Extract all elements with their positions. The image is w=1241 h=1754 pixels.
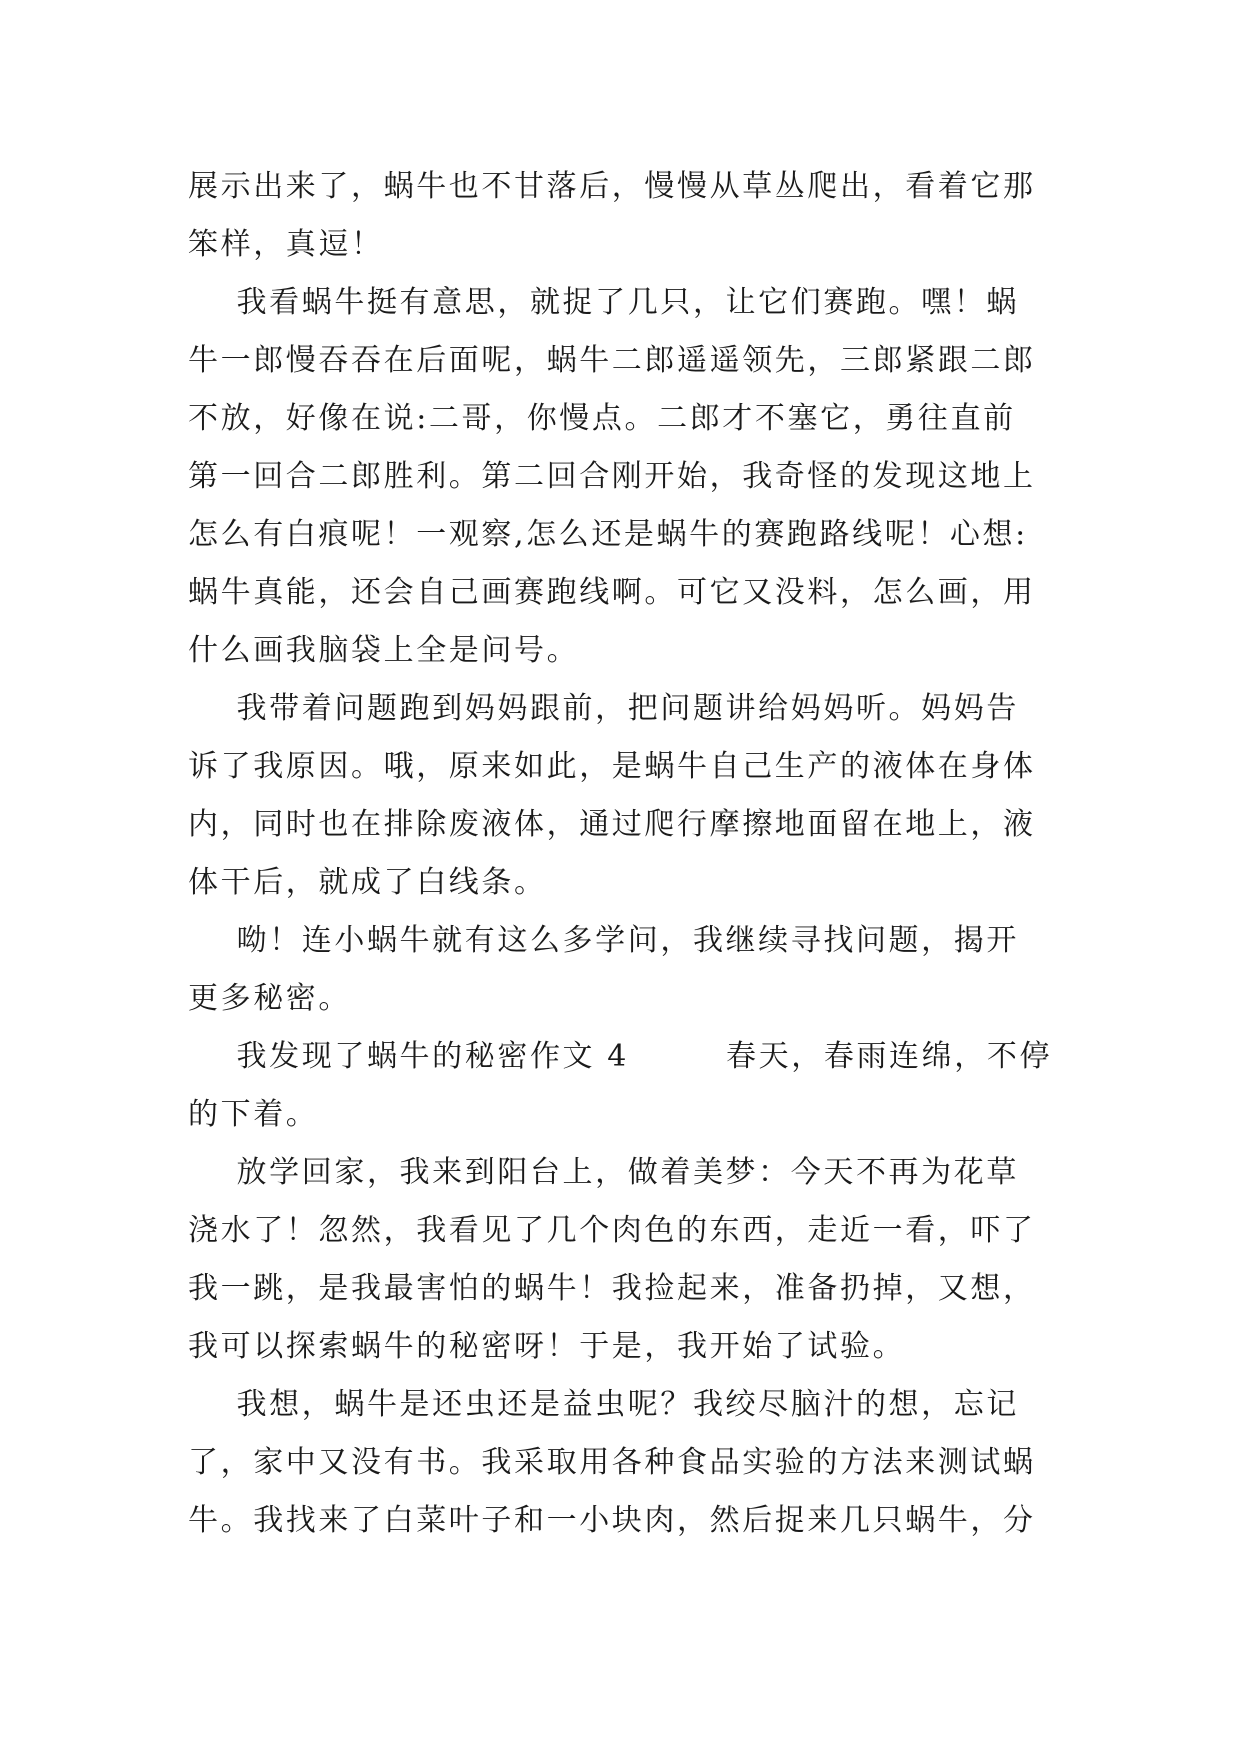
text-line: 了，家中又没有书。我采取用各种食品实验的方法来测试蜗 [188, 1445, 1036, 1480]
text-line: 更多秘密。 [188, 981, 351, 1016]
text-line: 浇水了！忽然，我看见了几个肉色的东西，走近一看，吓了 [188, 1213, 1036, 1248]
body-text [188, 158, 1068, 1550]
text-line: 我发现了蜗牛的秘密作文 4 春天，春雨连绵，不停 [188, 1039, 1053, 1074]
text-line: 我想，蜗牛是还虫还是益虫呢？我绞尽脑汁的想，忘记 [188, 1387, 1019, 1422]
text-line: 怎么有白痕呢！一观察,怎么还是蜗牛的赛跑路线呢！心想: [188, 517, 1028, 552]
text-line: 笨样，真逗！ [188, 227, 384, 262]
text-line: 放学回家，我来到阳台上，做着美梦：今天不再为花草 [188, 1155, 1019, 1190]
text-line: 我可以探索蜗牛的秘密呀！于是，我开始了试验。 [188, 1329, 906, 1364]
text-line: 诉了我原因。哦，原来如此，是蜗牛自己生产的液体在身体 [188, 749, 1036, 784]
text-line: 我一跳，是我最害怕的蜗牛！我捡起来，准备扔掉，又想， [188, 1271, 1036, 1306]
text-line: 我带着问题跑到妈妈跟前，把问题讲给妈妈听。妈妈告 [188, 691, 1019, 726]
text-line: 蜗牛真能，还会自己画赛跑线啊。可它又没料，怎么画，用 [188, 575, 1036, 610]
text-line: 内，同时也在排除废液体，通过爬行摩擦地面留在地上，液 [188, 807, 1036, 842]
text-line: 我看蜗牛挺有意思，就捉了几只，让它们赛跑。嘿！蜗 [188, 285, 1019, 320]
text-line: 展示出来了，蜗牛也不甘落后，慢慢从草丛爬出，看着它那 [188, 169, 1036, 204]
text-line: 第一回合二郎胜利。第二回合刚开始，我奇怪的发现这地上 [188, 459, 1036, 494]
text-line: 不放，好像在说:二哥，你慢点。二郎才不塞它，勇往直前 [188, 401, 1016, 436]
text-line: 的下着。 [188, 1097, 319, 1132]
text-line: 牛。我找来了白菜叶子和一小块肉，然后捉来几只蜗牛，分 [188, 1503, 1036, 1538]
text-line: 牛一郎慢吞吞在后面呢，蜗牛二郎遥遥领先，三郎紧跟二郎 [188, 343, 1036, 378]
text-line: 体干后，就成了白线条。 [188, 865, 547, 900]
text-line: 呦！连小蜗牛就有这么多学问，我继续寻找问题，揭开 [188, 923, 1019, 958]
text-line: 什么画我脑袋上全是问号。 [188, 633, 580, 668]
